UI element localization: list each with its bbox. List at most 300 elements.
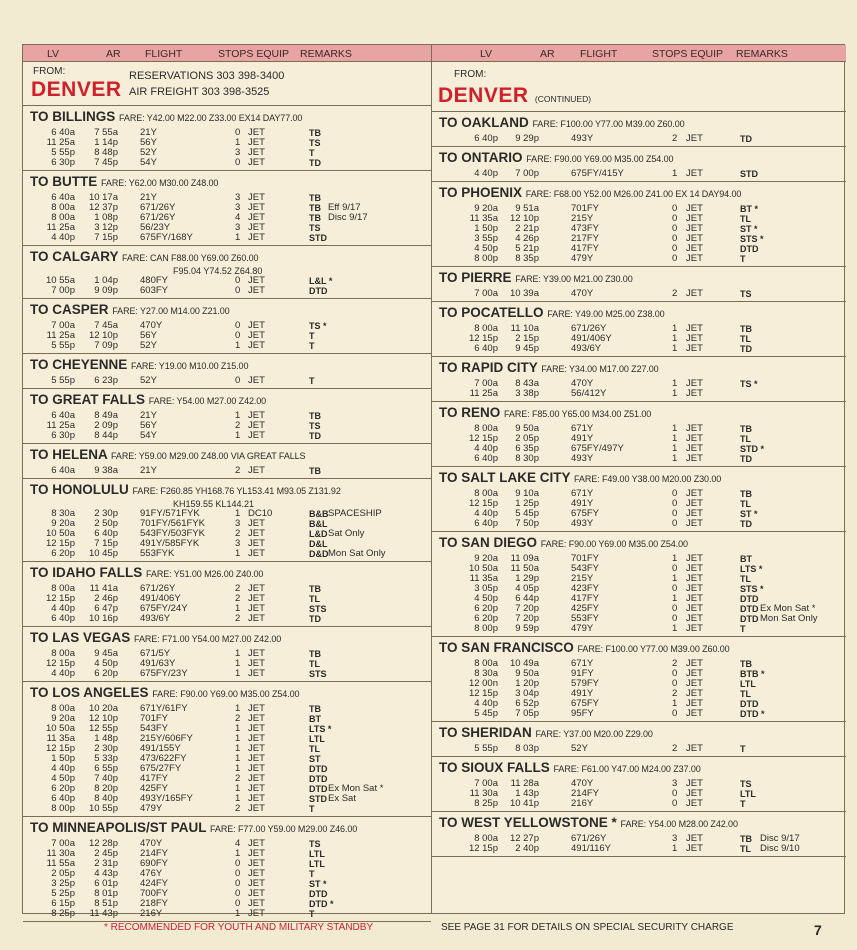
fare-line: FARE: F90.00 Y69.00 M35.00 Z54.00 [526, 154, 674, 164]
depart-time: 3 25p [51, 878, 75, 889]
depart-time: 7 00a [474, 778, 498, 789]
equipment: JET [248, 783, 265, 794]
arrive-time: 8 40p [94, 793, 118, 804]
fare-line: FARE: Y62.00 M30.00 Z48.00 [101, 178, 219, 188]
stops: 1 [235, 137, 241, 148]
stops: 0 [235, 868, 241, 879]
stops: 3 [235, 192, 241, 203]
stops: 1 [672, 553, 678, 564]
flight-number: 701FY [571, 553, 599, 564]
equipment: JET [248, 593, 265, 604]
depart-time: 12 15p [468, 333, 498, 344]
equipment: JET [248, 222, 265, 233]
equipment: JET [686, 508, 703, 519]
meal-code: TD [309, 614, 321, 624]
depart-time: 6 20p [474, 613, 498, 624]
meal-code: B&B [309, 509, 329, 519]
arrive-time: 12 27p [509, 833, 539, 844]
meal-code: TD [740, 134, 752, 144]
equipment: JET [248, 793, 265, 804]
flight-number: 491/116Y [571, 843, 611, 854]
header-remarks: REMARKS [736, 48, 788, 60]
stops: 1 [235, 648, 241, 659]
equipment: JET [686, 223, 703, 234]
equipment: JET [686, 133, 703, 144]
meal-code: STD [309, 794, 327, 804]
arrive-time: 1 29p [515, 573, 539, 584]
remark-note: Eff 9/17 [328, 202, 361, 213]
route-section [432, 532, 846, 637]
equipment: JET [686, 843, 703, 854]
equipment: DC10 [248, 508, 273, 519]
reservations: RESERVATIONS 303 398-3400 [129, 70, 285, 82]
flight-number: 218FY [140, 898, 168, 909]
arrive-time: 12 10p [88, 330, 118, 341]
equipment: JET [248, 583, 265, 594]
header-lv: LV [47, 48, 60, 60]
arrive-time: 4 43p [94, 868, 118, 879]
flight-number: 491/155Y [140, 743, 181, 754]
depart-time: 12 15p [45, 538, 75, 549]
flight-number: 56/412Y [571, 388, 607, 399]
route-title: TO SHERIDAN FARE: Y37.00 M20.00 Z29.00 [439, 725, 653, 740]
flight-row [23, 519, 431, 529]
equipment: JET [686, 168, 703, 179]
stops: 1 [235, 848, 241, 859]
equipment: JET [686, 518, 703, 529]
arrive-time: 7 45a [94, 320, 118, 331]
flight-row [23, 148, 431, 158]
equipment: JET [248, 410, 265, 421]
depart-time: 11 25a [46, 222, 75, 233]
equipment: JET [248, 340, 265, 351]
equipment: JET [248, 202, 265, 213]
depart-time: 11 25a [46, 420, 75, 431]
header-stops-equip: STOPS EQUIP [652, 48, 723, 60]
depart-time: 8 25p [474, 798, 498, 809]
stops: 1 [235, 703, 241, 714]
header-flight: FLIGHT [145, 48, 183, 60]
depart-time: 11 25a [46, 330, 75, 341]
flight-row [432, 134, 846, 144]
equipment: JET [686, 233, 703, 244]
flight-number: 95FY [571, 708, 594, 719]
stops: 2 [672, 658, 678, 669]
header-remarks: REMARKS [300, 48, 352, 60]
depart-time: 4 40p [51, 232, 75, 243]
route-section [432, 402, 846, 467]
depart-time: 11 35a [469, 213, 498, 224]
depart-time: 6 20p [51, 783, 75, 794]
equipment: JET [686, 573, 703, 584]
arrive-time: 7 05p [515, 708, 539, 719]
flight-row [23, 193, 431, 203]
flight-row [432, 844, 846, 854]
meal-code: LTL [740, 679, 756, 689]
equipment: JET [686, 668, 703, 679]
depart-time: 9 20a [474, 553, 498, 564]
flight-row [23, 804, 431, 814]
origin-city: DENVER [31, 78, 122, 101]
flight-row [23, 879, 431, 889]
flight-number: 216Y [571, 798, 594, 809]
stops: 4 [235, 838, 241, 849]
stops: 1 [235, 743, 241, 754]
meal-code: L&L * [309, 276, 333, 286]
depart-time: 9 20a [474, 203, 498, 214]
stops: 2 [235, 583, 241, 594]
arrive-time: 6 23p [94, 375, 118, 386]
stops: 1 [672, 333, 678, 344]
equipment: JET [686, 833, 703, 844]
flight-number: 701FY [140, 713, 168, 724]
flight-number: 493/6Y [140, 613, 171, 624]
route-title: TO POCATELLO FARE: Y49.00 M25.00 Z38.00 [439, 305, 665, 320]
flight-number: 479Y [571, 623, 594, 634]
flight-number: 491Y [571, 688, 594, 699]
stops: 1 [672, 378, 678, 389]
arrive-time: 7 15p [94, 232, 118, 243]
arrive-time: 5 21p [515, 243, 539, 254]
depart-time: 12 15p [468, 498, 498, 509]
equipment: JET [686, 243, 703, 254]
flight-number: 671/26Y [571, 323, 607, 334]
flight-number: 470Y [571, 378, 594, 389]
meal-code: TS [309, 421, 321, 431]
flight-row [23, 509, 431, 519]
route-section [432, 467, 846, 532]
flight-number: 216Y [140, 908, 163, 919]
stops: 2 [235, 613, 241, 624]
remark-note: Disc 9/10 [760, 843, 800, 854]
flight-row [23, 794, 431, 804]
column-header [23, 45, 431, 62]
meal-code: TB [309, 213, 321, 223]
route-section [23, 246, 431, 299]
meal-code: T [309, 869, 315, 879]
flight-row [432, 799, 846, 809]
route-section [23, 444, 431, 479]
meal-code: TD [309, 158, 321, 168]
arrive-time: 8 49a [94, 410, 118, 421]
route-title: TO SALT LAKE CITY FARE: F49.00 Y38.00 M20.00 Z30.00 [439, 470, 722, 485]
flight-row [23, 909, 431, 919]
flight-number: 21Y [140, 192, 157, 203]
arrive-time: 2 46p [94, 593, 118, 604]
flight-row [23, 529, 431, 539]
stops: 0 [235, 375, 241, 386]
depart-time: 8 00a [474, 423, 498, 434]
flight-number: 493Y [571, 133, 594, 144]
stops: 0 [235, 275, 241, 286]
route-section [432, 722, 846, 757]
equipment: JET [248, 518, 265, 529]
equipment: JET [248, 848, 265, 859]
flight-number: 52Y [140, 147, 157, 158]
equipment: JET [248, 603, 265, 614]
meal-code: ST * [740, 509, 758, 519]
equipment: JET [686, 388, 703, 399]
flight-row [23, 233, 431, 243]
flight-row [23, 203, 431, 213]
stops: 0 [672, 668, 678, 679]
flight-number: 476Y [140, 868, 163, 879]
depart-time: 5 55p [51, 147, 75, 158]
meal-code: LTL [309, 859, 325, 869]
meal-code: T [309, 909, 315, 919]
arrive-time: 6 01p [94, 878, 118, 889]
equipment: JET [686, 698, 703, 709]
depart-time: 6 40a [51, 410, 75, 421]
arrive-time: 7 45p [94, 157, 118, 168]
stops: 0 [235, 888, 241, 899]
depart-time: 4 50p [51, 773, 75, 784]
arrive-time: 2 15p [515, 333, 539, 344]
meal-code: TL [309, 744, 320, 754]
fare-line: FARE: F49.00 Y38.00 M20.00 Z30.00 [574, 474, 722, 484]
meal-code: TB [740, 659, 752, 669]
arrive-time: 10 20a [88, 703, 118, 714]
stops: 0 [235, 330, 241, 341]
stops: 1 [672, 323, 678, 334]
stops: 0 [235, 157, 241, 168]
route-section [23, 299, 431, 354]
equipment: JET [686, 498, 703, 509]
meal-code: DTD * [309, 899, 334, 909]
stops: 0 [235, 320, 241, 331]
meal-code: TB [309, 128, 321, 138]
arrive-time: 6 47p [94, 603, 118, 614]
flight-row [23, 614, 431, 624]
arrive-time: 2 50p [94, 518, 118, 529]
depart-time: 4 40p [474, 443, 498, 454]
stops: 1 [235, 232, 241, 243]
flight-number: 470Y [140, 838, 163, 849]
meal-code: LTL [309, 734, 325, 744]
arrive-time: 8 44p [94, 430, 118, 441]
flight-number: 493/6Y [571, 343, 602, 354]
meal-code: L&D [309, 529, 328, 539]
meal-code: TB [309, 411, 321, 421]
arrive-time: 1 04p [94, 275, 118, 286]
arrive-time: 8 30p [515, 453, 539, 464]
route-title: TO IDAHO FALLS FARE: Y51.00 M26.00 Z40.00 [30, 565, 264, 580]
flight-number: 700FY [140, 888, 168, 899]
from-block [432, 62, 846, 112]
depart-time: 8 00a [51, 212, 75, 223]
header-ar: AR [106, 48, 121, 60]
arrive-time: 2 21p [515, 223, 539, 234]
equipment: JET [248, 375, 265, 386]
arrive-time: 6 40p [94, 528, 118, 539]
stops: 1 [235, 723, 241, 734]
flight-number: 675FY/415Y [571, 168, 624, 179]
flight-number: 423FY [571, 583, 599, 594]
stops: 2 [672, 688, 678, 699]
flight-number: 671/26Y [571, 833, 607, 844]
fare-line: FARE: Y39.00 M21.00 Z30.00 [515, 274, 633, 284]
arrive-time: 7 15p [94, 538, 118, 549]
flight-row [23, 734, 431, 744]
meal-code: TD [740, 344, 752, 354]
arrive-time: 1 08p [94, 212, 118, 223]
remark-note: SPACESHIP [328, 508, 382, 519]
arrive-time: 7 09p [94, 340, 118, 351]
flight-number: 56Y [140, 137, 157, 148]
remark-note: Ex Mon Sat * [328, 783, 384, 794]
flight-row [432, 389, 846, 399]
flight-row [23, 549, 431, 559]
depart-time: 10 50a [45, 723, 75, 734]
equipment: JET [248, 330, 265, 341]
depart-time: 10 50a [45, 528, 75, 539]
depart-time: 8 00a [51, 703, 75, 714]
arrive-time: 7 55a [94, 127, 118, 138]
stops: 1 [235, 340, 241, 351]
arrive-time: 8 03p [515, 743, 539, 754]
fare-line: FARE: F90.00 Y69.00 M35.00 Z54.00 [540, 539, 688, 549]
route-title: TO ONTARIO FARE: F90.00 Y69.00 M35.00 Z54.00 [439, 150, 674, 165]
flight-row [23, 669, 431, 679]
meal-code: TS [740, 289, 752, 299]
flight-row [23, 411, 431, 421]
flight-number: 214FY [571, 788, 599, 799]
arrive-time: 8 48p [94, 147, 118, 158]
column-header [432, 45, 846, 62]
equipment: JET [248, 803, 265, 814]
stops: 0 [672, 508, 678, 519]
stops: 0 [672, 603, 678, 614]
equipment: JET [686, 323, 703, 334]
depart-time: 3 55p [474, 233, 498, 244]
fare-line: FARE: F90.00 Y69.00 M35.00 Z54.00 [152, 689, 300, 699]
timetable-page [22, 44, 845, 919]
equipment: JET [686, 778, 703, 789]
stops: 2 [235, 803, 241, 814]
meal-code: TB [309, 466, 321, 476]
route-title: TO GREAT FALLS FARE: Y54.00 M27.00 Z42.00 [30, 392, 267, 407]
meal-code: T [740, 254, 746, 264]
depart-time: 2 05p [51, 868, 75, 879]
depart-time: 11 35a [469, 573, 498, 584]
meal-code: ST * [740, 224, 758, 234]
meal-code: TL [740, 434, 751, 444]
flight-row [23, 899, 431, 909]
flight-row [23, 584, 431, 594]
route-title: TO PIERRE FARE: Y39.00 M21.00 Z30.00 [439, 270, 633, 285]
arrive-time: 1 14p [94, 137, 118, 148]
route-title: TO CALGARY FARE: CAN F88.00 Y69.00 Z60.00 [30, 249, 259, 264]
flight-row [23, 213, 431, 223]
meal-code: TS * [740, 379, 758, 389]
equipment: JET [248, 773, 265, 784]
flight-number: 701FY [571, 203, 599, 214]
flight-number: 543FY/503FYK [140, 528, 205, 539]
fare-line: FARE: Y34.00 M17.00 Z27.00 [541, 364, 659, 374]
depart-time: 6 40a [51, 192, 75, 203]
stops: 1 [672, 423, 678, 434]
meal-code: LTS * [740, 564, 763, 574]
depart-time: 12 15p [45, 743, 75, 754]
meal-code: T [740, 799, 746, 809]
flight-row [23, 849, 431, 859]
arrive-time: 1 20p [515, 678, 539, 689]
flight-number: 671Y [571, 658, 594, 669]
equipment: JET [248, 538, 265, 549]
stops: 0 [672, 498, 678, 509]
stops: 1 [672, 443, 678, 454]
equipment: JET [248, 703, 265, 714]
depart-time: 6 40a [51, 465, 75, 476]
equipment: JET [248, 147, 265, 158]
meal-code: T [740, 624, 746, 634]
arrive-time: 10 45p [88, 548, 118, 559]
route-title: TO SAN FRANCISCO FARE: F100.00 Y77.00 M39.00 Z60.00 [439, 640, 730, 655]
equipment: JET [686, 603, 703, 614]
meal-code: TD [309, 431, 321, 441]
depart-time: 8 00a [51, 648, 75, 659]
left-sections [23, 106, 431, 922]
equipment: JET [248, 648, 265, 659]
equipment: JET [686, 788, 703, 799]
route-section [23, 682, 431, 817]
stops: 1 [672, 453, 678, 464]
equipment: JET [248, 858, 265, 869]
arrive-time: 11 10a [510, 323, 539, 334]
stops: 0 [672, 253, 678, 264]
flight-row [23, 331, 431, 341]
equipment: JET [686, 743, 703, 754]
equipment: JET [248, 420, 265, 431]
stops: 0 [672, 678, 678, 689]
stops: 3 [235, 147, 241, 158]
flight-number: 675/27FY [140, 763, 182, 774]
header-ar: AR [540, 48, 555, 60]
arrive-time: 2 40p [515, 843, 539, 854]
arrive-time: 7 50p [515, 518, 539, 529]
depart-time: 1 50p [51, 753, 75, 764]
depart-time: 11 30a [46, 848, 75, 859]
stops: 1 [672, 343, 678, 354]
stops: 1 [672, 623, 678, 634]
depart-time: 4 40p [474, 698, 498, 709]
flight-row [23, 594, 431, 604]
right-sections [432, 112, 846, 857]
meal-code: TL [740, 689, 751, 699]
fare-line: FARE: Y49.00 M25.00 Z38.00 [547, 309, 665, 319]
meal-code: TB [740, 424, 752, 434]
route-section [432, 182, 846, 267]
equipment: JET [686, 688, 703, 699]
fare-line: FARE: F61.00 Y47.00 M24.00 Z37.00 [553, 764, 701, 774]
arrive-time: 11 28a [510, 778, 539, 789]
depart-time: 5 25p [51, 888, 75, 899]
flight-number: 603FY [140, 285, 168, 296]
origin-city: DENVER (CONTINUED) [438, 84, 592, 107]
flight-number: 579FY [571, 678, 599, 689]
flight-number: 54Y [140, 430, 157, 441]
arrive-time: 3 12p [94, 222, 118, 233]
flight-number: 54Y [140, 157, 157, 168]
equipment: JET [686, 678, 703, 689]
stops: 1 [235, 908, 241, 919]
fare-line: FARE: CAN F88.00 Y69.00 Z60.00 [122, 253, 259, 263]
flight-row [432, 169, 846, 179]
equipment: JET [686, 453, 703, 464]
route-section [432, 637, 846, 722]
stops: 3 [235, 518, 241, 529]
arrive-time: 2 30p [94, 508, 118, 519]
